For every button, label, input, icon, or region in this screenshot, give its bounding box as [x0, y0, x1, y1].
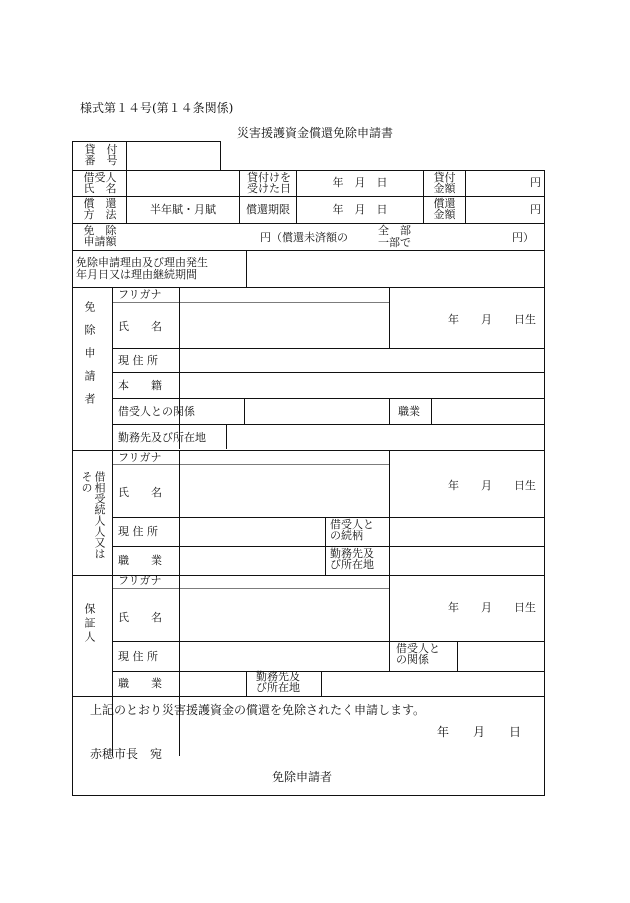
repay-period-label: 償還期限	[246, 203, 290, 216]
guarantor-birth-date: 年 月 日生	[448, 601, 536, 614]
guarantor-name-label: 氏 名	[118, 611, 162, 624]
heir-workplace-label: 勤務先及 び所在地	[330, 547, 374, 571]
applicant-birth-date: 年 月 日生	[448, 313, 536, 326]
addressee: 赤穂市長 宛	[90, 747, 163, 761]
loan-amount-unit: 円	[530, 176, 541, 189]
repay-method-value: 半年賦・月賦	[150, 203, 216, 216]
applicant-occupation-label: 職業	[398, 405, 420, 418]
repay-amount-label: 償還 金額	[433, 197, 456, 221]
exemption-reason-label: 免除申請理由及び理由発生 年月日又は理由継続期間	[76, 256, 208, 281]
application-statement: 上記のとおり災害援護資金の償還を免除されたく申請します。	[90, 703, 426, 717]
borrower-name-label: 借受人 氏 名	[83, 171, 117, 195]
exemption-all-option: 全 部	[378, 224, 411, 237]
exemption-amount-tail: 円）	[512, 231, 534, 244]
heir-occupation-label: 職 業	[118, 554, 162, 567]
signer-label: 免除申請者	[272, 770, 333, 784]
repay-method-label: 償 還 方 法	[83, 197, 117, 221]
guarantor-address-label: 現 住 所	[118, 650, 158, 663]
form-number: 様式第１４号(第１４条関係)	[80, 101, 234, 115]
heir-birth-date: 年 月 日生	[448, 479, 536, 492]
exemption-amount-label: 免 除 申請額	[83, 224, 117, 248]
loan-number-label: 貸 付 番 号	[84, 143, 118, 167]
application-form	[72, 141, 545, 796]
loan-date-label: 貸付けを 受けた日	[247, 171, 291, 195]
applicant-domicile-label: 本 籍	[118, 379, 162, 392]
guarantor-relation-label: 借受人と の関係	[396, 642, 440, 666]
applicant-workplace-label: 勤務先及び所在地	[118, 431, 206, 444]
loan-amount-label: 貸付 金額	[433, 171, 456, 195]
applicant-relation-label: 借受人との関係	[118, 405, 195, 418]
repay-period-value: 年 月 日	[332, 203, 388, 216]
guarantor-workplace-label: 勤務先及 び所在地	[256, 670, 300, 694]
document-title: 災害援護資金償還免除申請書	[236, 126, 393, 140]
heir-relation-label: 借受人と の続柄	[330, 518, 374, 542]
exemption-part-option: 一部で	[378, 236, 411, 249]
loan-date-value: 年 月 日	[332, 176, 388, 189]
applicant-name-label: 氏 名	[118, 320, 162, 333]
guarantor-furigana-label: フリガナ	[118, 574, 162, 587]
application-date: 年 月 日	[437, 725, 522, 739]
heir-address-label: 現 住 所	[118, 525, 158, 538]
heir-section-label: 借相受続人人又はその	[80, 471, 106, 559]
applicant-section-label: 免除申請者	[83, 301, 96, 416]
repay-amount-unit: 円	[530, 203, 541, 216]
exemption-amount-text: 円（償還未済額の	[260, 231, 348, 244]
applicant-address-label: 現 住 所	[118, 354, 158, 367]
guarantor-section-label: 保証人	[83, 603, 96, 645]
applicant-furigana-label: フリガナ	[118, 288, 162, 301]
heir-furigana-label: フリガナ	[118, 451, 162, 464]
heir-name-label: 氏 名	[118, 486, 162, 499]
guarantor-occupation-label: 職 業	[118, 677, 162, 690]
